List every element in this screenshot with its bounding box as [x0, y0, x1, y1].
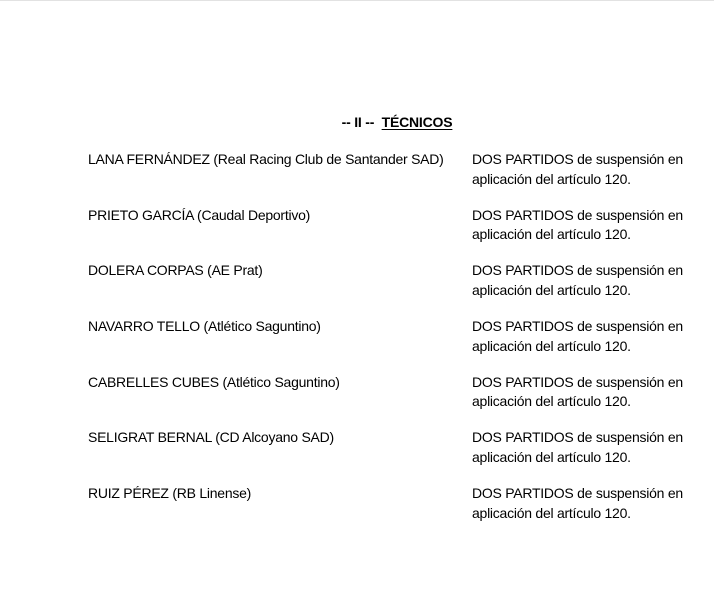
coach-name: SELIGRAT BERNAL (CD Alcoyano SAD)	[88, 429, 334, 446]
list-item	[88, 484, 698, 540]
sanction-text	[472, 484, 696, 523]
sanction-line-1: DOS PARTIDOS de suspensión en	[472, 318, 683, 335]
coach-name: PRIETO GARCÍA (Caudal Deportivo)	[88, 206, 311, 223]
list-item	[88, 373, 698, 429]
coach-name: CABRELLES CUBES (Atlético Saguntino)	[88, 373, 340, 390]
sanction-line-2: aplicación del artículo 120.	[472, 504, 631, 521]
list-item	[88, 428, 698, 484]
section-heading	[0, 114, 714, 130]
sanctions-list	[88, 150, 698, 540]
sanction-line-2: aplicación del artículo 120.	[472, 393, 631, 410]
list-item	[88, 261, 698, 317]
sanction-text	[472, 261, 696, 300]
sanction-line-2: aplicación del artículo 120.	[472, 226, 631, 243]
sanction-line-1: DOS PARTIDOS de suspensión en	[472, 206, 683, 223]
sanction-text	[472, 373, 696, 412]
sanction-text	[472, 150, 696, 189]
list-item	[88, 317, 698, 373]
sanction-line-1: DOS PARTIDOS de suspensión en	[472, 373, 683, 390]
sanction-line-2: aplicación del artículo 120.	[472, 448, 631, 465]
list-item	[88, 206, 698, 262]
coach-name: DOLERA CORPAS (AE Prat)	[88, 262, 263, 279]
sanction-line-2: aplicación del artículo 120.	[472, 281, 631, 298]
section-number: -- II --	[341, 114, 375, 130]
sanction-text	[472, 317, 696, 356]
sanction-line-1: DOS PARTIDOS de suspensión en	[472, 151, 683, 167]
sanction-line-2: aplicación del artículo 120.	[472, 337, 631, 354]
coach-name: LANA FERNÁNDEZ (Real Racing Club de Santander SAD)	[88, 151, 444, 167]
section-title: TÉCNICOS	[381, 114, 453, 130]
list-item	[88, 150, 698, 206]
sanction-line-1: DOS PARTIDOS de suspensión en	[472, 262, 683, 279]
sanction-line-1: DOS PARTIDOS de suspensión en	[472, 429, 683, 446]
sanction-line-1: DOS PARTIDOS de suspensión en	[472, 485, 683, 502]
sanction-text	[472, 206, 696, 245]
sanction-text	[472, 428, 696, 467]
coach-name: RUIZ PÉREZ (RB Linense)	[88, 485, 252, 502]
coach-name: NAVARRO TELLO (Atlético Saguntino)	[88, 318, 321, 335]
sanction-line-2: aplicación del artículo 120.	[472, 170, 631, 187]
